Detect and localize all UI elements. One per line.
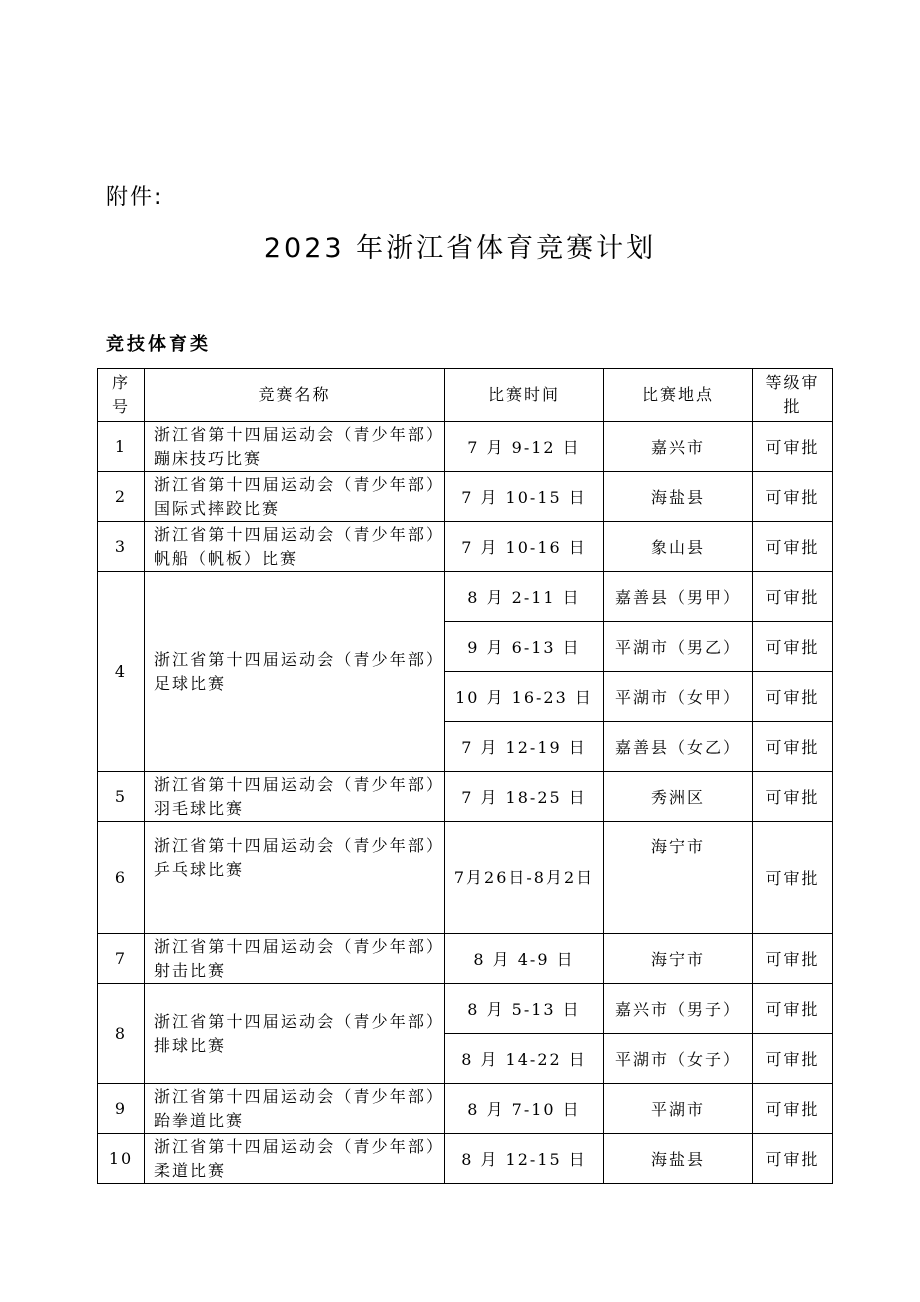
row-date: 7 月 10-15 日 [445,472,604,522]
row-date: 7月26日-8月2日 [445,822,604,934]
table-row [98,1084,833,1134]
row-date: 7 月 12-19 日 [445,722,604,772]
table-row [98,422,833,472]
row-name: 浙江省第十四届运动会（青少年部）射击比赛 [145,934,445,984]
row-name: 浙江省第十四届运动会（青少年部）帆船（帆板）比赛 [145,522,445,572]
row-name: 浙江省第十四届运动会（青少年部）跆拳道比赛 [145,1084,445,1134]
row-name: 浙江省第十四届运动会（青少年部）国际式摔跤比赛 [145,472,445,522]
row-approval: 可审批 [753,984,833,1034]
row-date: 9 月 6-13 日 [445,622,604,672]
row-date: 8 月 5-13 日 [445,984,604,1034]
row-place: 海盐县 [604,1134,753,1184]
row-date: 7 月 10-16 日 [445,522,604,572]
table-row [98,984,833,1034]
row-approval: 可审批 [753,1084,833,1134]
row-no: 4 [98,572,145,772]
row-name: 浙江省第十四届运动会（青少年部）蹦床技巧比赛 [145,422,445,472]
row-place: 平湖市 [604,1084,753,1134]
table-row [98,522,833,572]
row-approval: 可审批 [753,522,833,572]
row-name: 浙江省第十四届运动会（青少年部）柔道比赛 [145,1134,445,1184]
row-approval: 可审批 [753,422,833,472]
row-no: 10 [98,1134,145,1184]
row-name: 浙江省第十四届运动会（青少年部）排球比赛 [145,984,445,1084]
row-no: 1 [98,422,145,472]
row-approval: 可审批 [753,472,833,522]
row-place: 嘉善县（男甲） [604,572,753,622]
row-no: 7 [98,934,145,984]
row-date: 7 月 9-12 日 [445,422,604,472]
row-no: 2 [98,472,145,522]
row-place: 象山县 [604,522,753,572]
row-approval: 可审批 [753,772,833,822]
row-date: 8 月 2-11 日 [445,572,604,622]
row-date: 10 月 16-23 日 [445,672,604,722]
row-approval: 可审批 [753,1034,833,1084]
row-approval: 可审批 [753,622,833,672]
table-row [98,822,833,934]
row-approval: 可审批 [753,572,833,622]
row-no: 9 [98,1084,145,1134]
row-place: 嘉善县（女乙） [604,722,753,772]
section-heading: 竞技体育类 [106,334,211,355]
table-row [98,772,833,822]
attachment-label: 附件: [106,185,164,210]
table-header-row [98,369,833,422]
header-place: 比赛地点 [604,369,753,422]
row-no: 5 [98,772,145,822]
row-approval: 可审批 [753,672,833,722]
row-place: 平湖市（男乙） [604,622,753,672]
row-approval: 可审批 [753,722,833,772]
row-place: 平湖市（女子） [604,1034,753,1084]
row-place: 秀洲区 [604,772,753,822]
row-place: 海宁市 [604,822,753,934]
row-date: 8 月 12-15 日 [445,1134,604,1184]
row-place: 海盐县 [604,472,753,522]
row-date: 7 月 18-25 日 [445,772,604,822]
table-row [98,1134,833,1184]
row-name: 浙江省第十四届运动会（青少年部）羽毛球比赛 [145,772,445,822]
row-date: 8 月 4-9 日 [445,934,604,984]
table-row [98,934,833,984]
row-place: 平湖市（女甲） [604,672,753,722]
row-approval: 可审批 [753,934,833,984]
row-place: 嘉兴市（男子） [604,984,753,1034]
row-no: 8 [98,984,145,1084]
competition-table [97,368,833,1184]
row-name: 浙江省第十四届运动会（青少年部）乒乓球比赛 [145,822,445,934]
header-approval: 等级审批 [753,369,833,422]
header-date: 比赛时间 [445,369,604,422]
row-approval: 可审批 [753,822,833,934]
row-no: 3 [98,522,145,572]
header-name: 竞赛名称 [145,369,445,422]
row-name: 浙江省第十四届运动会（青少年部）足球比赛 [145,572,445,772]
page-title: 2023 年浙江省体育竞赛计划 [263,233,657,264]
row-date: 8 月 7-10 日 [445,1084,604,1134]
row-date: 8 月 14-22 日 [445,1034,604,1084]
row-place: 海宁市 [604,934,753,984]
row-approval: 可审批 [753,1134,833,1184]
header-no: 序号 [98,369,145,422]
table-row [98,472,833,522]
row-place: 嘉兴市 [604,422,753,472]
table-row [98,572,833,622]
row-no: 6 [98,822,145,934]
